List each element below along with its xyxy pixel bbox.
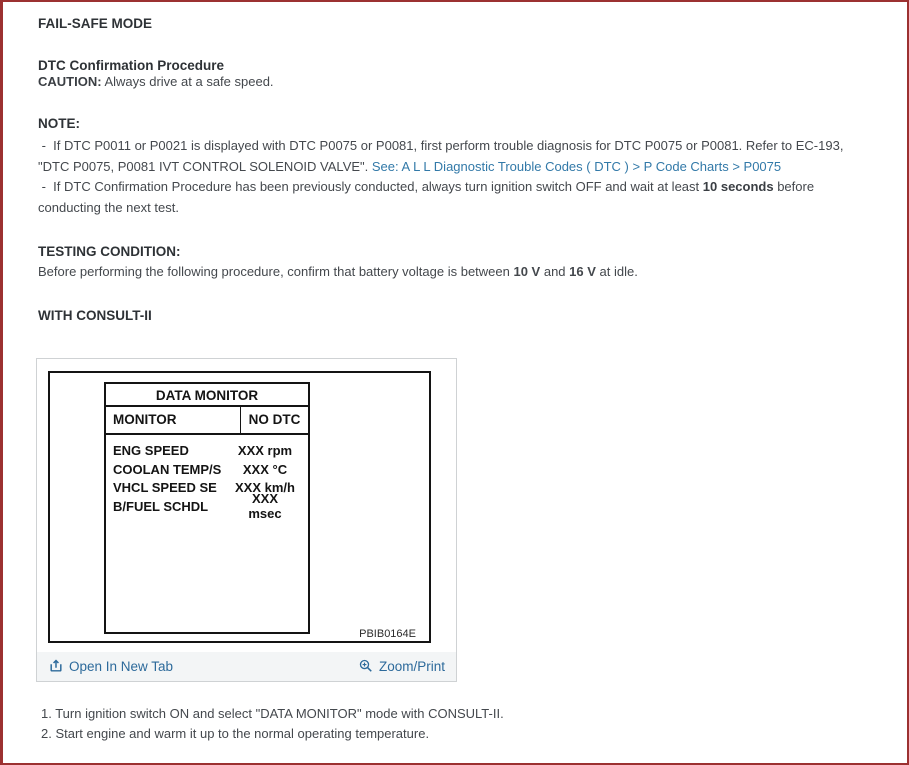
testing-condition-label: TESTING CONDITION: <box>38 244 181 259</box>
data-monitor-header-row <box>106 407 308 435</box>
note-item-1-line-1: - If DTC P0011 or P0021 is displayed with DTC P0075 or P0081, first perform trouble diagnosis for DTC P0075 or P0081. Refer to EC-193, <box>38 138 844 153</box>
figure-toolbar <box>37 652 456 681</box>
data-monitor-table <box>104 382 310 634</box>
procedure-steps <box>41 704 893 744</box>
monitor-param-label: B/FUEL SCHDL <box>113 498 209 514</box>
dtc-code-charts-link[interactable]: See: A L L Diagnostic Trouble Codes ( DTC ) > P Code Charts > P0075 <box>371 158 782 174</box>
open-in-new-tab-link[interactable] <box>49 659 173 674</box>
note-label: NOTE: <box>38 116 80 131</box>
figure-code-label: PBIB0164E <box>359 627 416 640</box>
zoom-print-link[interactable] <box>359 659 445 674</box>
list-item: 2. Start engine and warm it up to the normal operating temperature. <box>41 725 430 741</box>
note-item-2-line-2: conducting the next test. <box>38 199 179 215</box>
monitor-param-value: XXX km/h <box>235 480 295 496</box>
note-item-2-text: - If DTC Confirmation Procedure has been previously conducted, always turn ignition switch OFF and wait at least <box>38 179 703 194</box>
table-row <box>106 491 308 522</box>
testing-text-mid: and <box>540 264 570 279</box>
testing-condition-text <box>38 262 893 283</box>
monitor-param-label: COOLAN TEMP/S <box>113 461 222 477</box>
testing-text-pre: Before performing the following procedure, confirm that battery voltage is between <box>38 264 514 279</box>
caution-text: Always drive at a safe speed. <box>101 74 274 89</box>
monitor-param-value: XXX rpm <box>237 443 293 459</box>
with-consult-heading: WITH CONSULT-II <box>38 307 152 323</box>
consult-screen-illustration <box>48 371 431 643</box>
open-in-new-tab-icon <box>49 659 63 673</box>
monitor-param-label: ENG SPEED <box>113 443 189 459</box>
monitor-param-value: XXX msec <box>248 491 282 522</box>
caution-paragraph <box>38 74 893 90</box>
zoom-plus-icon <box>359 659 373 673</box>
note-item-2-text-post: before <box>773 179 815 194</box>
note-item-1-line-2 <box>38 157 893 178</box>
data-monitor-title: DATA MONITOR <box>106 384 308 407</box>
note-item-2-bold: 10 seconds <box>702 179 774 194</box>
data-monitor-values <box>106 435 308 522</box>
caution-label: CAUTION: <box>38 74 102 89</box>
note-item-1-text: "DTC P0075, P0081 IVT CONTROL SOLENOID VALVE". <box>38 158 372 174</box>
monitor-param-label: VHCL SPEED SE <box>113 480 217 496</box>
figure-image-area <box>37 359 456 652</box>
procedure-title: DTC Confirmation Procedure <box>38 58 225 73</box>
testing-text-post: at idle. <box>595 264 638 279</box>
open-in-new-tab-label: Open In New Tab <box>69 658 174 674</box>
no-dtc-column-header: NO DTC <box>240 407 308 433</box>
page-title: FAIL-SAFE MODE <box>38 16 152 31</box>
note-item-2-line-1 <box>38 177 893 198</box>
monitor-param-value: XXX °C <box>242 461 288 477</box>
table-row <box>106 442 308 461</box>
table-row <box>106 460 308 479</box>
document-page <box>3 2 907 744</box>
list-item: 1. Turn ignition switch ON and select "DATA MONITOR" mode with CONSULT-II. <box>41 705 504 721</box>
zoom-print-label: Zoom/Print <box>378 658 445 674</box>
monitor-column-header: MONITOR <box>113 412 177 427</box>
testing-voltage-low: 10 V <box>513 264 541 279</box>
testing-voltage-high: 16 V <box>569 264 596 279</box>
data-monitor-figure <box>36 358 457 682</box>
